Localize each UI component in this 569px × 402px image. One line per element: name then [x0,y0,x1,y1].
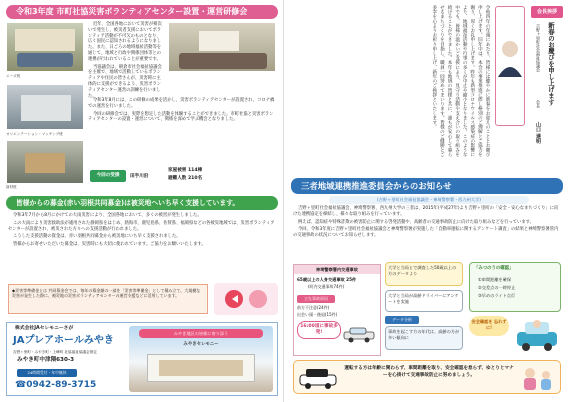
photo-materials [6,140,84,184]
training-paragraph: 近年、全国各地において災害が相次いで発生し、被災者支援においてボランティア活動が不可欠のものとなり、広く国民に認知されるようになりました。また、日ごろの地域福祉活動等を通じて、地域と行政や関係団体等との連携が行われていることが重要です。 [88,22,162,62]
donation-illustration [214,283,278,315]
police-car-icon [298,365,338,391]
accident-cause-2: 出会い頭・後退(15件) [297,312,338,317]
reserve-fund-note: ◆災害等準備金とは 共同募金会では、毎年の募金額の一部を「災害等準備金」として積み立て、大規模な災害が発生した際に、被災地の災害ボランティアセンターの運営支援などに活用しています。 [8,284,208,314]
collaboration-text [293,206,561,260]
photo-training-hall [168,22,276,72]
accident-total: (町内交通事故74件) [308,284,345,289]
collaboration-paragraph: 吉野ヶ里町社会福祉協議会、神埼警察署、西九州大学の三者は、2015年(平成27年)より吉野ヶ里町の「安全・安心なまちづくり」に向けた連携協定を締結し、様々な取り組みを行っています。 [293,206,559,217]
tips-box [469,262,561,312]
right-page [285,0,569,402]
collaboration-subbanner: (吉野ヶ里町社会福祉協議会・神埼警察署・西九州大学) [329,196,529,204]
ad-address: みやき町中津隈630-3 [17,357,75,363]
training-paragraph: 当協議会は、朝倉市社会福祉協議会を主催で、地域で活動しているボランティアや住民の皆さんが、災害時に主体的に支援ができるよう、災害ボランティアセンター運営の訓練を行いました。 [88,64,162,99]
driver-car-icon [513,314,561,354]
stats-label: 今回の受援 [90,170,126,182]
red-feather-icon [214,283,278,315]
car-icon [342,327,378,343]
ad-company: 株式会社JAセレモニーさが [15,326,74,331]
ad-brand: JAプレアホールみやき [13,335,114,346]
data-analysis-title: データ分析 [385,316,419,324]
stats-location: 田手川沿 [130,174,149,179]
safety-label: 安全確認を 忘れずに! [469,316,509,336]
collaboration-paragraph: 例えば、認知症や特殊詐欺の被害防止に関する啓発活動や、高齢者の交通事故防止に向けた取り組みなどを行っています。 [298,219,534,225]
photo-caption-orientation: オリエンテーション・マッチング班 [6,132,63,136]
collaboration-banner: 三者地域連携推進委員会からのお知らせ [291,178,563,194]
donation-text [8,213,276,283]
photo-meeting [6,22,84,72]
training-paragraph: 令和3年8月には、この研修の成果を活かし、災害ボランティアセンターが設置され、コロナ禍での運営を行いました。 [88,98,275,109]
tip-item: ③早めのライト点灯 [478,293,516,298]
accident-count: 65歳以上の人身交通事故 25件 [297,277,357,282]
greeting-portrait-frame [495,6,525,126]
donation-paragraph: この大雨により災害救助法が適用された静岡県をはじめ、熱海市、鹿児島県、佐賀県、福岡県などの各被災地域では、災害ボランティアセンターが設置され、被災された方々への支援活動が行われました。 [8,220,275,232]
data-analysis-text: 事故を起こす方の年代は、高齢の方が多い傾向に [385,326,463,350]
training-paragraph: 今回の研修会では、実際を想定した活動を体験することができました。市町社協と災害ボランティアセンターの設置・運営について、関係を深めて学ぶ機会となりました。 [88,111,274,123]
tip-item: ②交差点の一時停止 [478,285,516,290]
safety-footer [293,360,561,394]
phone-icon: ☎ [15,380,27,390]
donation-banner: 皆様からの募金(赤い羽根共同募金)は被災地へいち早く支援しています。 [6,196,278,210]
ad-block [6,322,278,396]
ad-hours: 24時間受付・年中無休 [17,369,77,377]
tip-item: ①車間距離を確保 [478,277,512,282]
greeting-title: 新春のお慶びを申し上げます [547,22,555,106]
accident-time-highlight: 16:00頃に事故多発! [297,321,341,339]
survey-text: 大学と当局が高齢ドライバーにアンケートを実施 [385,290,463,312]
photo-caption-needs: ニーズ班 [6,74,21,78]
donation-paragraph: 令和3年7月から8月にかけての大雨災害により、全国各地において、多くの被害が発生しました。 [13,213,202,218]
greeting-badge: 会長挨拶 [531,6,563,18]
portrait-icon [496,37,524,77]
accident-box [293,264,381,356]
accident-box-title: 神埼警察署内交通事故 [294,265,380,274]
ad-photo-label: みやきセレモニー [183,342,219,347]
tips-title: 「みつのうの確認」 [474,266,514,271]
photo-caption-materials: 資材班 [6,185,17,189]
ad-phone: ☎0942-89-3715 [15,380,97,390]
donation-paragraph: こうした支援活動の資金は、赤い羽根共同募金から被災地にいち早く支援されました。 [13,234,181,240]
safety-message: 運転する方は年齢に関わらず、車間距離を取り、安全確認を怠らず、ゆとりとマナーを心掛けて交通事故防止に努めましょう。 [344,366,514,378]
accident-cause-1: 前方不注意(24件) [297,305,330,310]
left-page [0,0,284,402]
training-text-a [88,22,164,99]
greeting-org: 吉野ヶ里町社会福祉協議会 [536,24,541,72]
greeting-text: 令和四年の年頭にあたり、皆様には健やかに新春をお迎えのこととお慶び申し上げます。旧年中は、本会の事業推進に際し格別のご理解とご協力を賜り、厚くお礼申し上げます。昨年も新型コロナウイルス感染症の影響により、地域福祉活動や行事の多くが中止や縮小となりました。このような中でも、皆様の温かいご支援により、見守り活動や支え合いの取り組みを続けることができました。本年も地域の皆様と共に、誰もが安心して暮らせるまちづくりを目指し、職員一同努めてまいります。皆様のご健勝とご多幸を心よりお祈り申し上げ、新年のご挨拶といたします。 [431,5,490,157]
family-icon [518,365,558,391]
donation-paragraph: 皆様からお寄せいただいた募金は、災害時にも大切に使われています。ご協力をお願いいたします。 [13,242,206,248]
ad-area: 吉野ヶ里町・みやき町・上峰町 社協福祉協議会指定 [13,350,97,354]
stats-evacuees: 避難人数 210名 [168,176,203,181]
training-banner: 令和3年度 市町社協災害ボランティアセンター設置・運営研修会 [6,5,278,19]
greeting-name: 山口 達明 [535,122,541,144]
photo-orientation [6,84,84,130]
collaboration-paragraph: 今回、令和3年度に吉野ヶ里町社会福祉協議会と神埼警察署が実施した「自動車運転に関するアンケート調査」の結果と神埼警察署管内の交通事故の状況についてお知らせします。 [293,227,559,239]
greeting-role: 会長 [536,100,541,108]
stats-houses: 家屋被害 114棟 [168,168,203,173]
ad-slogan: みやき地区の皆様に寄り添う [139,329,263,338]
ad-building-photo [129,326,273,392]
training-text-b [88,98,276,142]
survey-title: 大学と当局とで調査した50歳以上の方のデータより [385,262,463,286]
accident-cause-title: 主な事故原因 [297,295,335,303]
